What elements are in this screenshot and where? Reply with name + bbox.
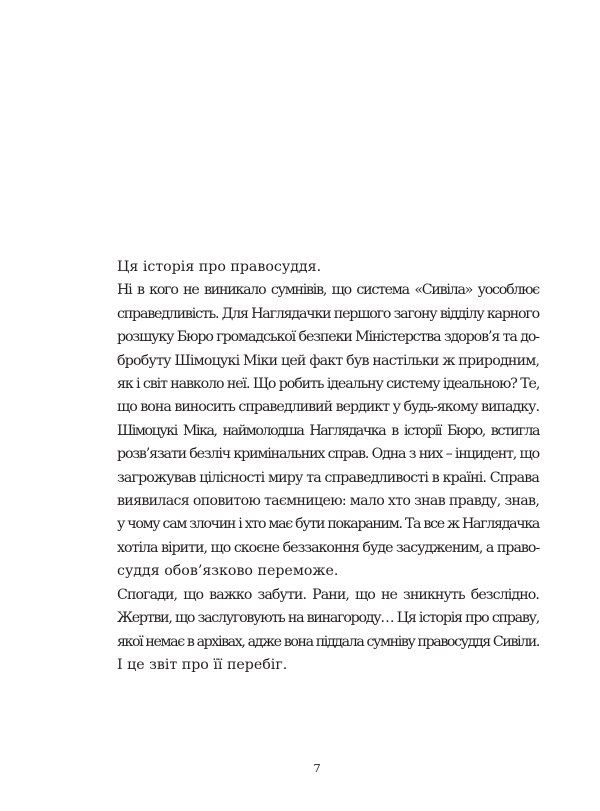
text-line: Спогади, що важко забути. Рани, що не зникнуть безслідно. — [117, 586, 539, 603]
paragraph-memories — [97, 584, 539, 654]
paragraph-sibyl-system — [97, 279, 539, 419]
text-line: якої немає в архівах, адже вона піддала сумніву правосуддя Сивіли. — [117, 633, 539, 650]
text-line: загрожував цілісності миру та справедливості в країні. Справа — [117, 469, 539, 486]
text-line: розв’язати безліч кримінальних справ. Одна з них – інцидент, що — [117, 446, 539, 463]
text-line: Ця історія про правосуддя. — [117, 259, 322, 275]
paragraph-closing — [97, 654, 539, 677]
text-line: хотіла вірити, що скоєне беззаконня буде засудженим, а право- — [117, 539, 540, 556]
text-line: Шімоцукі Міка, наймолодша Наглядачка в історії Бюро, встигла — [117, 422, 539, 439]
text-line: суддя обов’язково переможе. — [117, 563, 339, 580]
text-line: як і світ навколо неї. Що робить ідеальну систему ідеальною? Те, — [117, 376, 540, 393]
body-text — [97, 256, 539, 677]
text-line: у чому сам злочин і хто має бути покараним. Та все ж Наглядачка — [117, 516, 540, 533]
text-line: І це звіт про її перебіг. — [117, 656, 288, 673]
paragraph-intro — [97, 256, 539, 279]
text-line: справедливість. Для Наглядачки першого загону відділу карного — [117, 305, 539, 322]
text-line: розшуку Бюро громадської безпеки Міністерства здоров’я та до- — [117, 329, 539, 346]
text-line: Жертви, що заслуговують на винагороду… Ця історія про справу, — [117, 610, 539, 627]
text-line: бробуту Шімоцукі Міки цей факт був настільки ж природним, — [117, 352, 540, 369]
page-number: 7 — [313, 761, 321, 775]
text-line: що вона виносить справедливий вердикт у будь-якому випадку. — [117, 399, 540, 416]
paragraph-mika — [97, 420, 539, 584]
text-line: виявилася оповитою таємницею: мало хто знав правду, знав, — [117, 493, 540, 510]
text-line: Ні в кого не виникало сумнівів, що система «Сивіла» уособлює — [117, 282, 539, 299]
